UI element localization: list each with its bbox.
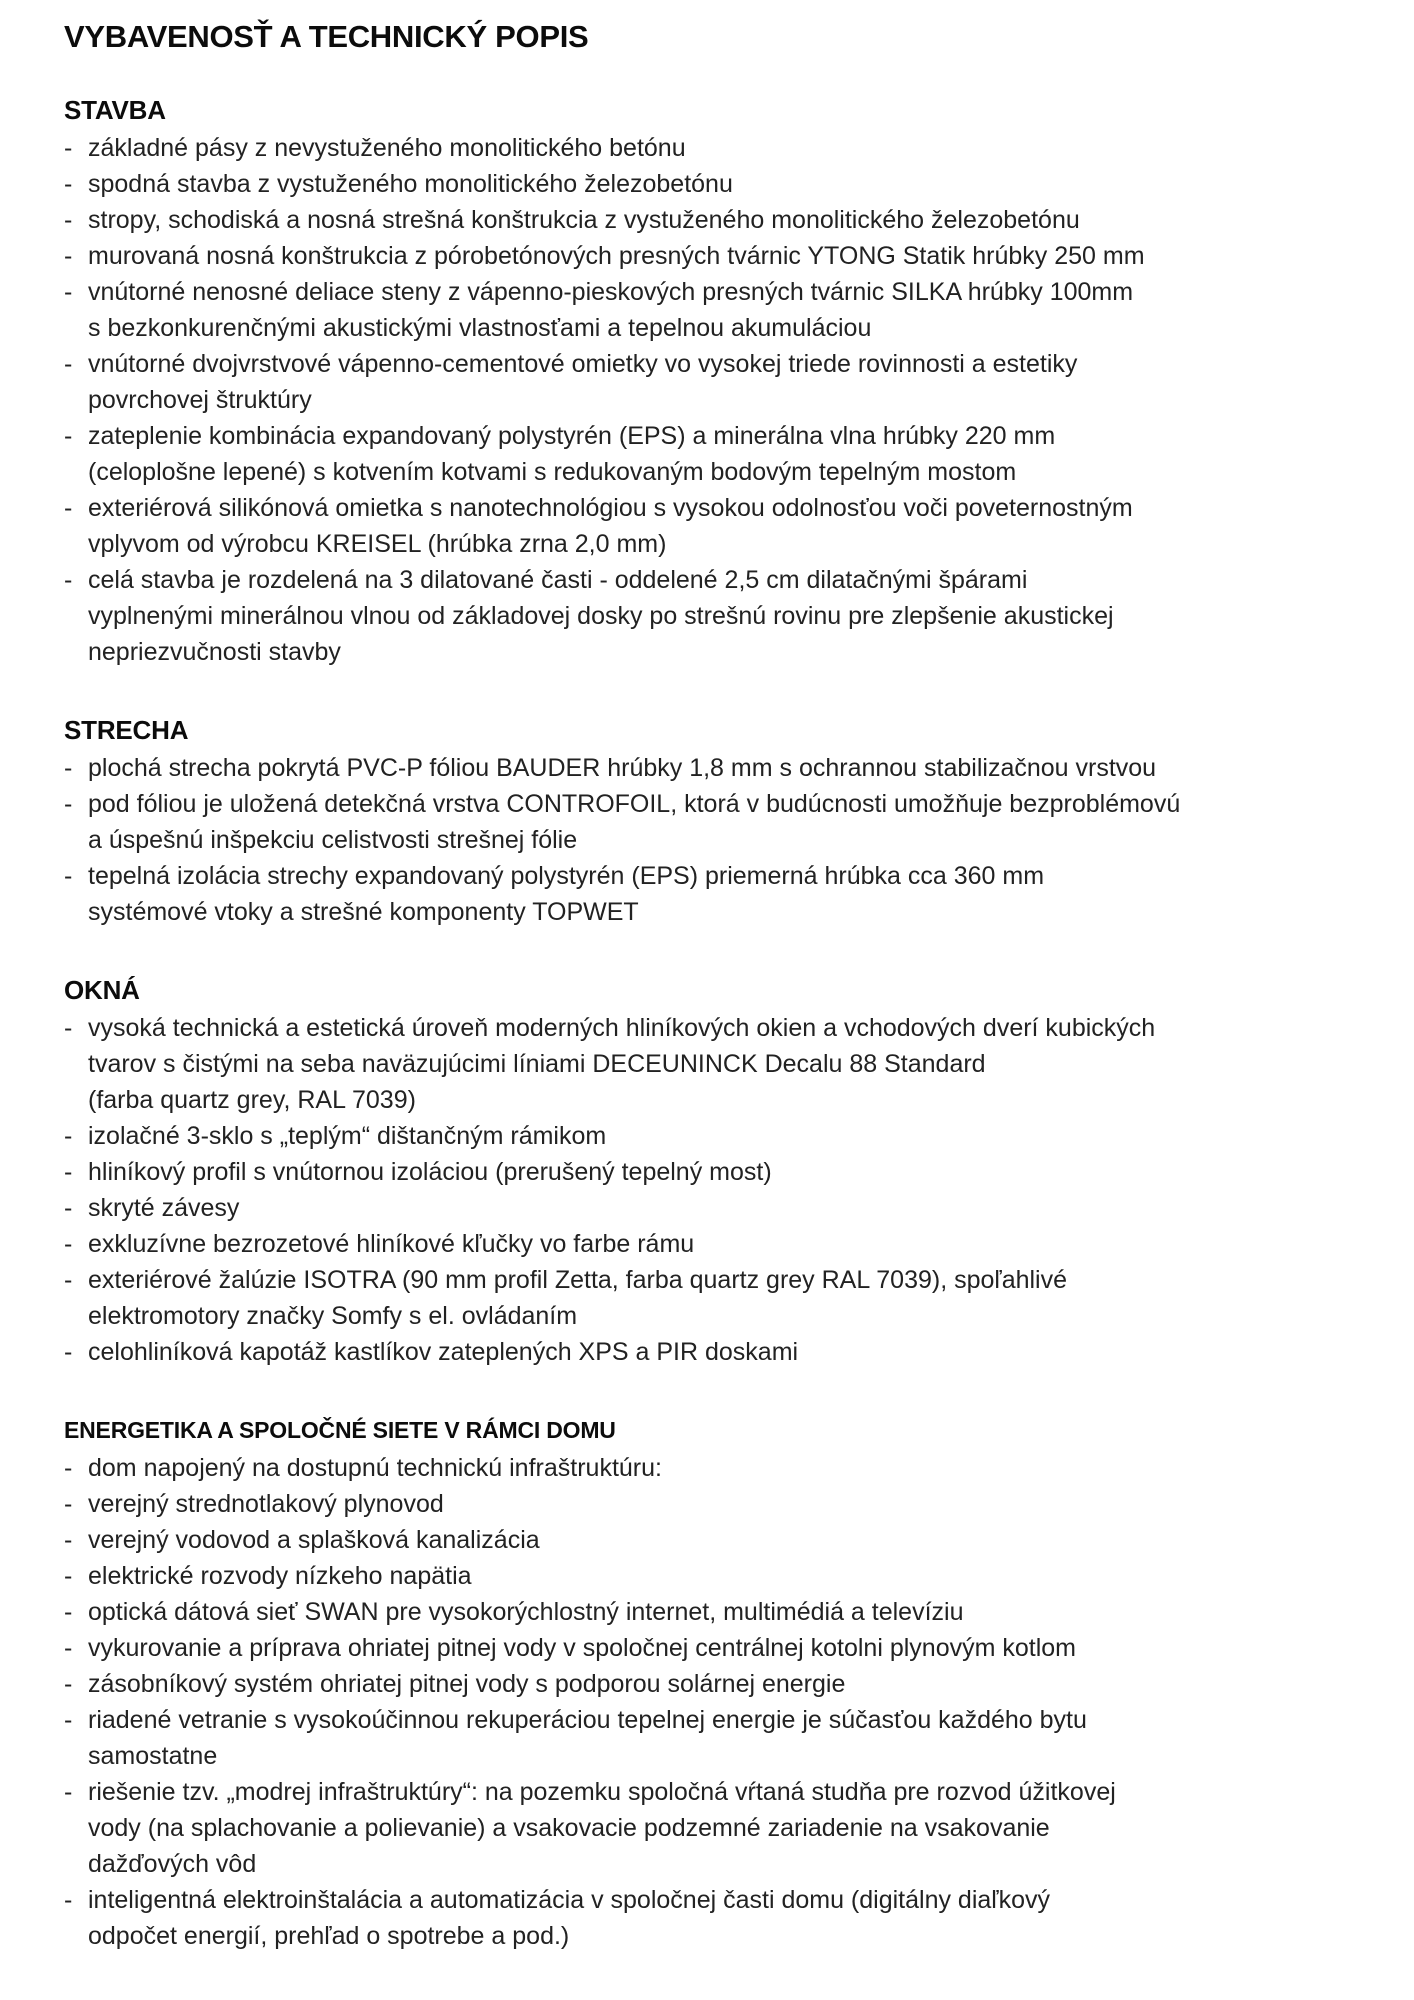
text-line: nepriezvučnosti stavby [88,638,341,666]
text-line: tvarov s čistými na seba naväzujúcimi líniami DECEUNINCK Decalu 88 Standard [88,1050,986,1078]
text-line: vysoká technická a estetická úroveň moderných hliníkových okien a vchodových dverí kubických [88,1014,1156,1042]
text-line: vyplnenými minerálnou vlnou od základovej dosky po strešnú rovinu pre zlepšenie akustickej [88,602,1114,630]
text-line: optická dátová sieť SWAN pre vysokorýchlostný internet, multimédiá a televíziu [88,1598,964,1626]
text-line: skryté závesy [88,1194,240,1222]
list-item-text [88,1702,1374,1774]
bullet-dash: - [64,790,73,818]
text-line: murovaná nosná konštrukcia z pórobetónových presných tvárnic YTONG Statik hrúbky 250 mm [88,242,1145,270]
bullet-dash: - [64,1598,73,1626]
list-item [64,1666,1374,1702]
list-item-text [88,858,1374,930]
list-item [64,1262,1374,1334]
bullet-list-energetika [64,1450,1374,1954]
bullet-dash: - [64,1122,73,1150]
bullet-dash: - [64,242,73,270]
list-item-text [88,1334,1374,1370]
list-item-text [88,1486,1374,1522]
list-item [64,786,1374,858]
text-line: (celoplošne lepené) s kotvením kotvami s redukovaným bodovým tepelným mostom [88,458,1017,486]
bullet-dash: - [64,1266,73,1294]
bullet-dash: - [64,170,73,198]
section-heading-okna: OKNÁ [64,975,140,1005]
list-item [64,562,1374,670]
list-item-text [88,274,1374,346]
text-line: plochá strecha pokrytá PVC-P fóliou BAUDER hrúbky 1,8 mm s ochrannou stabilizačnou vrstvou [88,754,1157,782]
section-energetika [64,1416,1374,1954]
section-stavba [64,96,1374,670]
text-line: vody (na splachovanie a polievanie) a vsakovacie podzemné zariadenie na vsakovanie [88,1814,1050,1842]
list-item [64,238,1374,274]
list-item-text [88,1010,1374,1118]
list-item-text [88,1262,1374,1334]
bullet-list-okna [64,1010,1374,1370]
list-item-text [88,1226,1374,1262]
bullet-dash: - [64,1014,73,1042]
list-item [64,1702,1374,1774]
text-line: verejný strednotlakový plynovod [88,1490,444,1518]
text-line: s bezkonkurenčnými akustickými vlastnosťami a tepelnou akumuláciou [88,314,872,342]
list-item-text [88,1666,1374,1702]
list-item [64,750,1374,786]
bullet-dash: - [64,862,73,890]
list-item-text [88,346,1374,418]
bullet-list-stavba [64,130,1374,670]
text-line: riadené vetranie s vysokoúčinnou rekuperáciou tepelnej energie je súčasťou každého bytu [88,1706,1087,1734]
bullet-dash: - [64,1158,73,1186]
bullet-dash: - [64,1634,73,1662]
text-line: a úspešnú inšpekciu celistvosti strešnej fólie [88,826,578,854]
section-heading-stavba: STAVBA [64,95,166,125]
list-item-text [88,562,1374,670]
text-line: odpočet energií, prehľad o spotrebe a pod.) [88,1922,570,1950]
bullet-dash: - [64,134,73,162]
list-item [64,1558,1374,1594]
bullet-dash: - [64,566,73,594]
text-line: (farba quartz grey, RAL 7039) [88,1086,416,1114]
text-line: celá stavba je rozdelená na 3 dilatované časti - oddelené 2,5 cm dilatačnými špárami [88,566,1028,594]
list-item [64,1010,1374,1118]
text-line: povrchovej štruktúry [88,386,312,414]
list-item [64,1154,1374,1190]
bullet-dash: - [64,1338,73,1366]
text-line: elektrické rozvody nízkeho napätia [88,1562,472,1590]
text-line: vykurovanie a príprava ohriatej pitnej vody v spoločnej centrálnej kotolni plynovým kotlom [88,1634,1077,1662]
list-item-text [88,166,1374,202]
list-item [64,858,1374,930]
list-item [64,166,1374,202]
text-line: izolačné 3-sklo s „teplým“ dištančným rámikom [88,1122,607,1150]
bullet-dash: - [64,1194,73,1222]
list-item-text [88,750,1374,786]
list-item [64,418,1374,490]
section-heading-strecha: STRECHA [64,715,189,745]
text-line: riešenie tzv. „modrej infraštruktúry“: na pozemku spoločná vŕtaná studňa pre rozvod úžitkovej [88,1778,1116,1806]
list-item [64,1594,1374,1630]
bullet-dash: - [64,1706,73,1734]
list-item [64,490,1374,562]
bullet-list-strecha [64,750,1374,930]
list-item [64,1774,1374,1882]
section-strecha [64,716,1374,930]
text-line: vplyvom od výrobcu KREISEL (hrúbka zrna 2,0 mm) [88,530,667,558]
text-line: celohliníková kapotáž kastlíkov zateplených XPS a PIR doskami [88,1338,799,1366]
text-line: vnútorné nenosné deliace steny z vápenno-pieskových presných tvárnic SILKA hrúbky 100mm [88,278,1134,306]
bullet-dash: - [64,1526,73,1554]
bullet-dash: - [64,494,73,522]
list-item [64,1630,1374,1666]
list-item-text [88,1882,1374,1954]
bullet-dash: - [64,1778,73,1806]
text-line: hliníkový profil s vnútornou izoláciou (prerušený tepelný most) [88,1158,772,1186]
list-item [64,130,1374,166]
list-item [64,1118,1374,1154]
bullet-dash: - [64,1490,73,1518]
list-item [64,1450,1374,1486]
list-item-text [88,1154,1374,1190]
list-item-text [88,1118,1374,1154]
list-item-text [88,418,1374,490]
list-item [64,202,1374,238]
bullet-dash: - [64,278,73,306]
bullet-dash: - [64,1886,73,1914]
bullet-dash: - [64,350,73,378]
list-item-text [88,490,1374,562]
text-line: samostatne [88,1742,218,1770]
list-item [64,1486,1374,1522]
list-item-text [88,1450,1374,1486]
text-line: inteligentná elektroinštalácia a automatizácia v spoločnej časti domu (digitálny diaľkový [88,1886,1050,1914]
text-line: spodná stavba z vystuženého monolitického železobetónu [88,170,733,198]
list-item-text [88,130,1374,166]
list-item-text [88,1558,1374,1594]
bullet-dash: - [64,1670,73,1698]
bullet-dash: - [64,1230,73,1258]
text-line: stropy, schodiská a nosná strešná konštrukcia z vystuženého monolitického železobetónu [88,206,1080,234]
bullet-dash: - [64,206,73,234]
text-line: exkluzívne bezrozetové hliníkové kľučky vo farbe rámu [88,1230,695,1258]
list-item [64,1190,1374,1226]
text-line: verejný vodovod a splašková kanalizácia [88,1526,540,1554]
list-item-text [88,786,1374,858]
list-item [64,1522,1374,1558]
bullet-dash: - [64,754,73,782]
list-item [64,274,1374,346]
list-item-text [88,1190,1374,1226]
text-line: exteriérové žalúzie ISOTRA (90 mm profil Zetta, farba quartz grey RAL 7039), spoľahlivé [88,1266,1068,1294]
list-item-text [88,238,1374,274]
text-line: dažďových vôd [88,1850,257,1878]
text-line: vnútorné dvojvrstvové vápenno-cementové omietky vo vysokej triede rovinnosti a estetiky [88,350,1078,378]
bullet-dash: - [64,422,73,450]
text-line: dom napojený na dostupnú technickú infraštruktúru: [88,1454,662,1482]
list-item-text [88,202,1374,238]
page-title: VYBAVENOSŤ A TECHNICKÝ POPIS [64,19,589,54]
list-item [64,1882,1374,1954]
text-line: tepelná izolácia strechy expandovaný polystyrén (EPS) priemerná hrúbka cca 360 mm [88,862,1045,890]
list-item-text [88,1630,1374,1666]
list-item [64,346,1374,418]
bullet-dash: - [64,1454,73,1482]
text-line: elektromotory značky Somfy s el. ovládaním [88,1302,578,1330]
text-line: základné pásy z nevystuženého monolitického betónu [88,134,686,162]
section-okna [64,976,1374,1370]
section-heading-energetika: ENERGETIKA A SPOLOČNÉ SIETE V RÁMCI DOMU [64,1417,616,1443]
list-item-text [88,1774,1374,1882]
text-line: zateplenie kombinácia expandovaný polystyrén (EPS) a minerálna vlna hrúbky 220 mm [88,422,1056,450]
list-item-text [88,1522,1374,1558]
text-line: zásobníkový systém ohriatej pitnej vody s podporou solárnej energie [88,1670,846,1698]
list-item-text [88,1594,1374,1630]
text-line: pod fóliou je uložená detekčná vrstva CONTROFOIL, ktorá v budúcnosti umožňuje bezproblémovú [88,790,1181,818]
text-line: systémové vtoky a strešné komponenty TOPWET [88,898,639,926]
list-item [64,1226,1374,1262]
list-item [64,1334,1374,1370]
text-line: exteriérová silikónová omietka s nanotechnológiou s vysokou odolnosťou voči poveternostným [88,494,1133,522]
bullet-dash: - [64,1562,73,1590]
